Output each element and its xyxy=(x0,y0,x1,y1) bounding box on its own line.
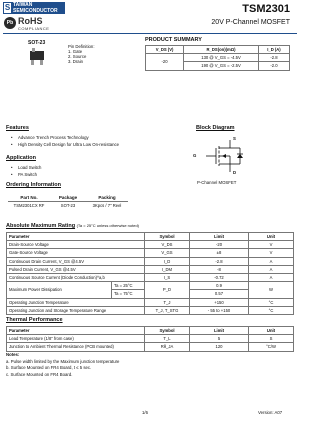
id-header: I_D (A) xyxy=(258,46,289,54)
param-cell: Pulsed Drain Current, V_GS @4.5V xyxy=(7,265,145,273)
symbol-header: Symbol xyxy=(145,327,190,335)
vds-value: -20 xyxy=(146,54,184,70)
application-title: Application xyxy=(6,155,36,161)
param-header: Parameter xyxy=(7,233,145,241)
ordering-header-package: Package xyxy=(58,195,78,200)
limit-cell: 0.57 xyxy=(190,290,249,298)
param-cell: Operating Junction Temperature xyxy=(7,298,145,306)
pin-1: 1. Gate xyxy=(68,49,83,54)
ordering-part-no: TSM2301CX RF xyxy=(13,202,45,208)
symbol-cell: T_J xyxy=(145,298,190,306)
note-b: b. Surface Mounted on FR4 Board, t ≤ 5 sec. xyxy=(6,365,92,370)
rohs-label: RoHS xyxy=(18,16,43,26)
pin-2: 2. Source xyxy=(68,54,87,59)
unit-cell: W xyxy=(249,282,294,298)
gate-label: G xyxy=(193,153,197,158)
features-list xyxy=(8,134,119,148)
unit-cell: °C/W xyxy=(249,343,294,351)
version-label: Version: A07 xyxy=(258,410,283,415)
features-title: Features xyxy=(6,125,29,131)
table-row xyxy=(7,273,294,281)
ordering-packing: 3Kpcs / 7" Reel xyxy=(92,202,122,208)
rds-value: 130 @ V_GS = -4.5V xyxy=(184,54,259,62)
vds-header: V_DS (V) xyxy=(146,46,184,54)
note-a: a. Pulse width limited by the Maximum junction temperature xyxy=(6,358,120,364)
pb-free-icon: Pb xyxy=(4,17,16,29)
part-title: TSM2301 xyxy=(242,3,290,15)
brand-line2: SEMICONDUCTOR xyxy=(13,8,58,14)
symbol-cell: T_J, T_STG xyxy=(145,306,190,314)
unit-header: Unit xyxy=(249,233,294,241)
brand-line1: TAIWAN xyxy=(13,2,33,8)
limit-cell: -8 xyxy=(190,265,249,273)
symbol-cell: V_GS xyxy=(145,249,190,257)
abs-max-title: Absolute Maximum Rating xyxy=(6,223,76,229)
note-c: c. Surface Mounted on FR4 Board. xyxy=(6,371,73,377)
part-subtitle: 20V P-Channel MOSFET xyxy=(211,19,290,26)
ordering-header-packing: Packing xyxy=(98,195,116,200)
symbol-cell: Rθ_JA xyxy=(145,343,190,351)
table-row xyxy=(7,298,294,306)
package-name: SOT-23 xyxy=(28,40,46,46)
ordering-package: SOT-23 xyxy=(60,202,76,208)
unit-cell: °C xyxy=(249,306,294,314)
table-row xyxy=(7,241,294,249)
table-row xyxy=(7,282,294,290)
table-row xyxy=(7,343,294,351)
limit-cell: 5 xyxy=(190,335,249,343)
logo-mark: S xyxy=(4,3,11,12)
param-cell: Drain-Source Voltage xyxy=(7,241,145,249)
limit-cell: 120 xyxy=(190,343,249,351)
ordering-title: Ordering Information xyxy=(6,182,61,188)
param-cell: Continuous Source Current (Diode Conduction)^a,b xyxy=(7,273,145,281)
thermal-title: Thermal Performance xyxy=(6,317,63,323)
param-cell: Maximum Power Dissipation xyxy=(7,282,112,298)
list-item: • High Density Cell Design for Ultra Low On-resistance xyxy=(8,141,119,148)
table-row xyxy=(7,257,294,265)
unit-cell: A xyxy=(249,273,294,281)
unit-cell: A xyxy=(249,257,294,265)
page-number: 1/6 xyxy=(142,410,148,415)
param-header: Parameter xyxy=(7,327,145,335)
product-summary-title: PRODUCT SUMMARY xyxy=(145,37,202,43)
param-cell: Continuous Drain Current, V_GS @4.5V xyxy=(7,257,145,265)
param-cell: Lead Temperature (1/8" from case) xyxy=(7,335,145,343)
param-cell: Operating Junction and Storage Temperature Range xyxy=(7,306,145,314)
list-item: • PA Switch xyxy=(8,171,41,178)
thermal-table xyxy=(6,326,294,352)
limit-cell: 0.9 xyxy=(190,282,249,290)
limit-header: Limit xyxy=(190,327,249,335)
id-value: -2.8 xyxy=(258,54,289,62)
notes-title: Notes: xyxy=(6,352,20,357)
abs-max-table xyxy=(6,232,294,315)
ordering-table xyxy=(8,195,128,208)
symbol-cell: I_D xyxy=(145,257,190,265)
p-channel-mosfet-symbol xyxy=(200,138,250,174)
limit-cell: ±8 xyxy=(190,249,249,257)
symbol-header: Symbol xyxy=(145,233,190,241)
list-item: • Load Switch xyxy=(8,164,41,171)
ordering-header-part: Part No. xyxy=(20,195,38,200)
id-value: -2.0 xyxy=(258,62,289,70)
pin-title: Pin Definition: xyxy=(68,44,95,49)
company-logo xyxy=(3,2,65,14)
pin-definition xyxy=(68,44,95,64)
rds-value: 190 @ V_GS = -2.5V xyxy=(184,62,259,70)
symbol-cell: I_DM xyxy=(145,265,190,273)
symbol-cell: P_D xyxy=(145,282,190,298)
list-item: • Advance Trench Process Technology xyxy=(8,134,119,141)
pin-3: 3. Drain xyxy=(68,59,84,64)
symbol-cell: I_S xyxy=(145,273,190,281)
limit-cell: +150 xyxy=(190,298,249,306)
symbol-cell: V_DS xyxy=(145,241,190,249)
product-summary-table xyxy=(145,45,290,71)
table-row xyxy=(7,306,294,314)
limit-cell: -2.8 xyxy=(190,257,249,265)
source-label: S xyxy=(233,136,236,141)
unit-cell: V xyxy=(249,249,294,257)
abs-max-note: (Ta = 25°C unless otherwise noted) xyxy=(76,223,140,228)
limit-cell: - 55 to +150 xyxy=(190,306,249,314)
compliance-label: COMPLIANCE xyxy=(18,26,50,31)
drain-label: D xyxy=(233,170,237,175)
limit-cell: -20 xyxy=(190,241,249,249)
condition-cell: Ta = 25°C xyxy=(112,282,145,290)
application-list xyxy=(8,164,41,178)
rds-header: R_DS(on)(mΩ) xyxy=(184,46,259,54)
table-row xyxy=(7,335,294,343)
block-diagram-caption: P-Channel MOSFET xyxy=(197,180,237,185)
unit-cell: V xyxy=(249,241,294,249)
header-rule xyxy=(3,33,297,34)
unit-cell: °C xyxy=(249,298,294,306)
abs-max-heading xyxy=(6,223,139,229)
param-cell: Junction to Ambient Thermal Resistance (PCB mounted) xyxy=(7,343,145,351)
limit-header: Limit xyxy=(190,233,249,241)
table-row xyxy=(7,265,294,273)
condition-cell: Ta = 75°C xyxy=(112,290,145,298)
unit-cell: A xyxy=(249,265,294,273)
unit-header: Unit xyxy=(249,327,294,335)
table-row xyxy=(7,249,294,257)
notes xyxy=(6,352,119,378)
sot23-package-icon xyxy=(20,47,56,69)
limit-cell: -0.72 xyxy=(190,273,249,281)
block-diagram-title: Block Diagram xyxy=(196,125,235,131)
param-cell: Gate-Source Voltage xyxy=(7,249,145,257)
unit-cell: S xyxy=(249,335,294,343)
symbol-cell: T_L xyxy=(145,335,190,343)
